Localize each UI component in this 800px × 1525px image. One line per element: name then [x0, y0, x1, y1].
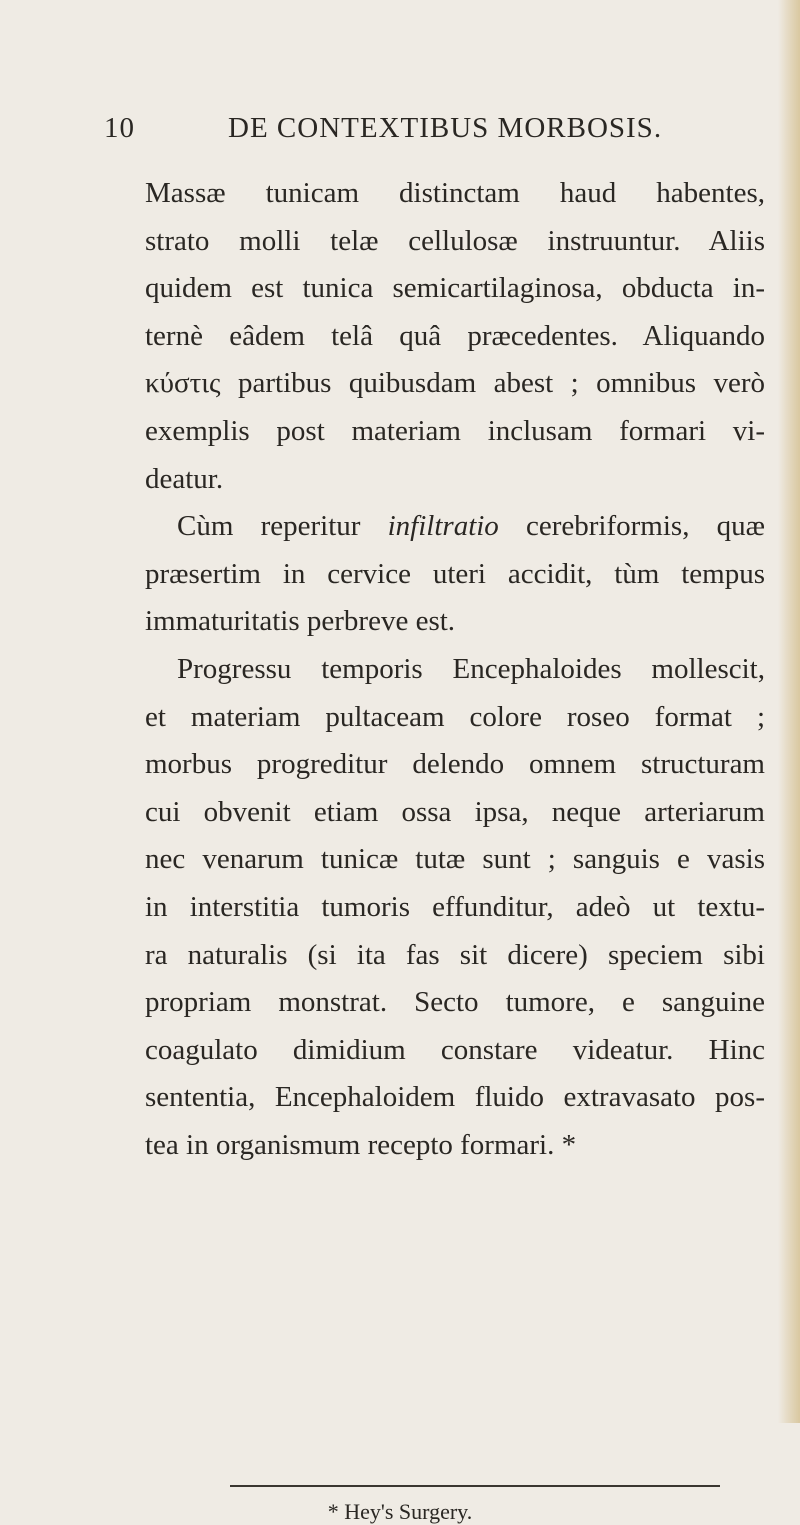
- text-line: ra naturalis (si ita fas sit dicere) speciem sibi: [145, 938, 765, 971]
- text-line: et materiam pultaceam colore roseo format ;: [145, 700, 765, 733]
- text-line: deatur.: [145, 462, 224, 495]
- page-number: 10: [104, 112, 135, 144]
- text-line: immaturitatis perbreve est.: [145, 605, 456, 638]
- text-line: exemplis post materiam inclusam formari vi-: [145, 414, 765, 447]
- text-line: Massæ tunicam distinctam haud habentes,: [145, 177, 765, 209]
- text-line: quidem est tunica semicartilaginosa, obducta in-: [145, 272, 765, 305]
- page-header: [104, 112, 704, 152]
- text-line: coagulato dimidium constare videatur. Hinc: [145, 1033, 765, 1066]
- page-edge: [778, 0, 800, 1423]
- text-line: præsertim in cervice uteri accidit, tùm tempus: [145, 557, 765, 590]
- text-line: sententia, Encephaloidem fluido extravasato pos-: [145, 1081, 765, 1114]
- text-line: ternè eâdem telâ quâ præcedentes. Aliquando: [145, 319, 765, 352]
- text-line: Cùm reperitur infiltratio cerebriformis, quæ: [177, 510, 765, 543]
- body-text: [145, 170, 765, 1169]
- text-line: cui obvenit etiam ossa ipsa, neque arteriarum: [145, 795, 765, 828]
- text-line: propriam monstrat. Secto tumore, e sanguine: [145, 986, 765, 1019]
- text-line: in interstitia tumoris effunditur, adeò ut textu-: [145, 890, 765, 923]
- text-line: κύστις partibus quibusdam abest ; omnibus verò: [145, 367, 765, 400]
- text-line: nec venarum tunicæ tutæ sunt ; sanguis e vasis: [145, 843, 765, 876]
- text-line: morbus progreditur delendo omnem structuram: [145, 748, 765, 781]
- text-line: Progressu temporis Encephaloides mollescit,: [177, 652, 765, 685]
- text-line: tea in organismum recepto formari. *: [145, 1128, 577, 1161]
- footnote: * Hey's Surgery.: [327, 1499, 473, 1524]
- running-head: DE CONTEXTIBUS MORBOSIS.: [228, 112, 663, 144]
- footnote-rule: [230, 1485, 720, 1487]
- text-line: strato molli telæ cellulosæ instruuntur. Aliis: [145, 224, 765, 257]
- italic-term: infiltratio: [387, 510, 499, 543]
